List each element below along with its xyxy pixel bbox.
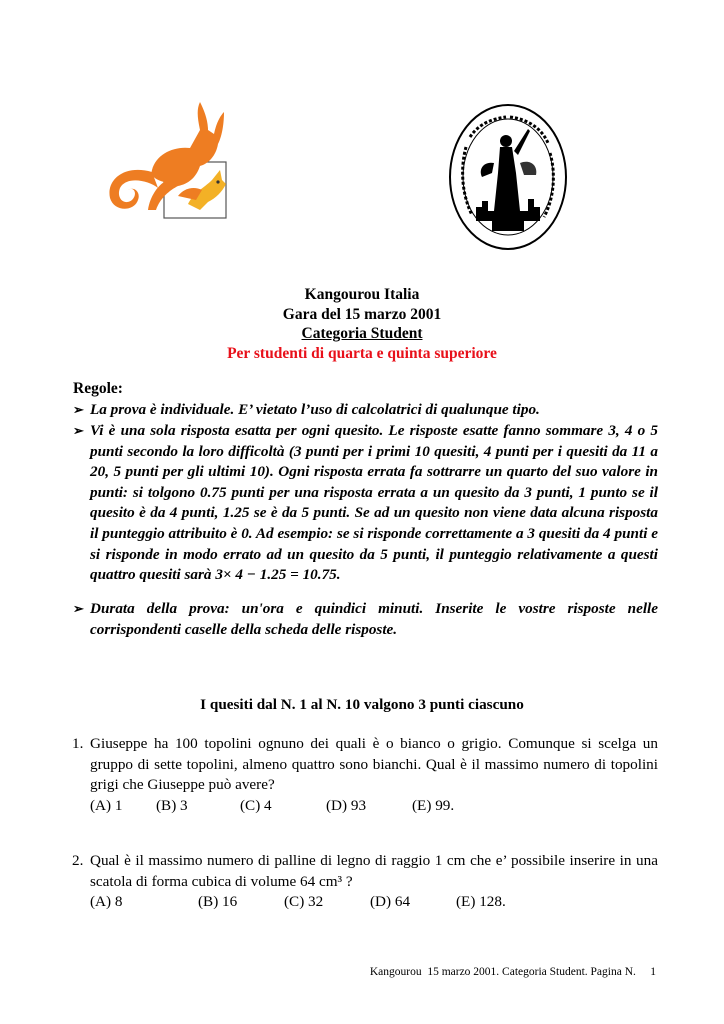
option-e: (E) 99.	[412, 796, 455, 814]
option-e: (E) 128.	[456, 893, 506, 911]
university-seal	[448, 103, 568, 251]
question-number: 2.	[72, 852, 84, 869]
rule-item: ➢ La prova è individuale. E’ vietato l’uso di calcolatrici di qualunque tipo.	[73, 400, 658, 421]
contest-category: Categoria Student	[301, 325, 423, 342]
rule-item: ➢ Vi è una sola risposta esatta per ogni quesito. Le risposte esatte fanno sommare 3, 4 o 5 punti secondo la loro difficoltà (3 punti per i primi 10 quesiti, 4 punti per i quesiti da 11 a 20, 5 punti per gli ultimi 10). Ogni risposta errata fa sottrarre un quarto del suo valore in punti: si tolgono 0.75 punti per una risposta errata a un quesito da 3 punti, 1 punto se il quesito è da 4 punti, 1.25 se è da 5 punti. Se ad un quesito non viene data alcuna risposta il punteggio attribuito è 0. Ad esempio: se si risponde correttamente a 3 quesiti da 4 punti e si risponde in modo errato ad un quesito da 5 punti, il punteggio relativamente a questi quattro quesiti sarà 3× 4 − 1.25 = 10.75.	[73, 422, 658, 584]
question-text: Qual è il massimo numero di palline di legno di raggio 1 cm che e’ possibile inserire in una scatola di forma cubica di volume 64 cm³ ?	[90, 852, 658, 890]
option-b: (B) 3	[156, 796, 188, 814]
option-b: (B) 16	[198, 893, 238, 911]
question-2	[72, 851, 658, 913]
arrow-bullet-icon: ➢	[73, 402, 84, 417]
contest-audience: Per studenti di quarta e quinta superiore	[227, 345, 497, 362]
option-a: (A) 1	[90, 796, 123, 814]
rules-title: Regole:	[73, 380, 123, 397]
option-c: (C) 32	[284, 893, 324, 911]
kangourou-logo	[104, 100, 234, 220]
answer-options	[90, 796, 658, 817]
section-heading: I quesiti dal N. 1 al N. 10 valgono 3 punti ciascuno	[200, 696, 524, 713]
page-footer: Kangourou 15 marzo 2001. Categoria Student. Pagina N. 1	[369, 966, 656, 978]
arrow-bullet-icon: ➢	[73, 423, 84, 438]
option-d: (D) 93	[326, 796, 367, 814]
option-a: (A) 8	[90, 893, 123, 911]
contest-title: Kangourou Italia	[304, 286, 420, 303]
answer-options	[90, 892, 658, 913]
arrow-bullet-icon: ➢	[73, 601, 84, 616]
contest-date: Gara del 15 marzo 2001	[282, 306, 442, 323]
question-1	[72, 734, 658, 816]
option-d: (D) 64	[370, 893, 411, 911]
rule-item: ➢ Durata della prova: un'ora e quindici minuti. Inserite le vostre risposte nelle corrispondenti caselle della scheda delle risposte.	[73, 600, 658, 638]
question-number: 1.	[72, 735, 84, 752]
option-c: (C) 4	[240, 796, 272, 814]
question-text: Giuseppe ha 100 topolini ognuno dei quali è o bianco o grigio. Comunque si scelga un gruppo di sette topolini, almeno quattro sono bianchi. Qual è il massimo numero di topolini grigi che Giuseppe può avere?	[90, 735, 658, 794]
